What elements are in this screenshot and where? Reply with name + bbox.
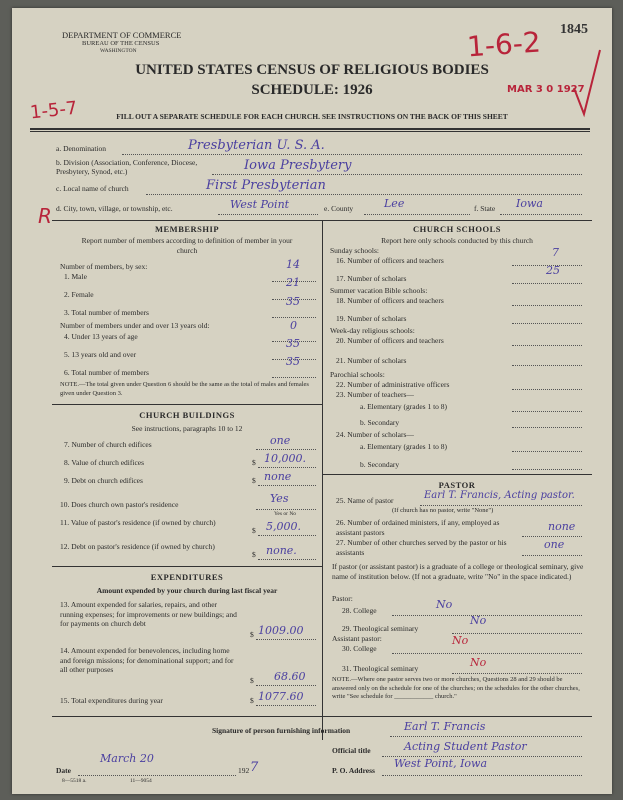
- buildings-heading: CHURCH BUILDINGS: [139, 410, 235, 420]
- city-value: West Point: [230, 198, 290, 211]
- membership-intro: Report number of members according to definition of member in your church: [81, 236, 293, 255]
- q30-label: 30. College: [342, 644, 377, 653]
- q3-label: 3. Total number of members: [64, 308, 149, 317]
- state-value: Iowa: [516, 197, 543, 210]
- q5-value: 35: [286, 337, 300, 350]
- instruction-line: FILL OUT A SEPARATE SCHEDULE FOR EACH CHURCH. SEE INSTRUCTIONS ON THE BACK OF THIS SHEET: [116, 112, 508, 121]
- local-name-label: c. Local name of church: [56, 184, 129, 193]
- form-title: UNITED STATES CENSUS OF RELIGIOUS BODIES: [135, 62, 489, 78]
- top-code-mark: 1-6-2: [465, 25, 542, 64]
- q12-value: none.: [266, 544, 297, 557]
- dept-name: DEPARTMENT OF COMMERCE: [62, 30, 182, 40]
- q11-label: 11. Value of pastor's residence (if owned by church): [60, 518, 216, 527]
- q23a-label: a. Elementary (grades 1 to 8): [360, 402, 448, 411]
- county-value: Lee: [384, 197, 405, 210]
- q17-value: 25: [546, 264, 560, 277]
- pastor-sub-label: Pastor:: [332, 594, 353, 603]
- official-title-label: Official title: [332, 746, 371, 755]
- denomination-label: a. Denomination: [56, 144, 106, 153]
- assistant-sub-label: Assistant pastor:: [332, 634, 382, 643]
- q31-label: 31. Theological seminary: [342, 664, 419, 673]
- form-number-2: 11—9054: [130, 778, 152, 784]
- state-label: f. State: [474, 204, 496, 213]
- q29-label: 29. Theological seminary: [342, 624, 419, 633]
- q26-label: 26. Number of ordained ministers, if any, employed as assistant pastors: [336, 518, 500, 537]
- q8-value: 10,000.: [264, 452, 306, 465]
- expenditures-heading: EXPENDITURES: [150, 572, 224, 582]
- q28-value: No: [436, 598, 453, 611]
- q20-label: 20. Number of officers and teachers: [336, 336, 444, 345]
- po-address-value: West Point, Iowa: [394, 757, 488, 770]
- q11-value: 5,000.: [266, 520, 301, 533]
- q9-value: none: [264, 470, 292, 483]
- date-label: Date: [56, 766, 71, 775]
- q28-label: 28. College: [342, 606, 377, 615]
- q13-value: 1009.00: [258, 624, 304, 637]
- sunday-label: Sunday schools:: [330, 246, 379, 255]
- q4-value: 0: [290, 319, 297, 332]
- under-over-label: Number of members under and over 13 years old:: [60, 321, 210, 330]
- po-address-label: P. O. Address: [332, 766, 375, 775]
- q25-label: 25. Name of pastor: [336, 496, 394, 505]
- signature-label: Signature of person furnishing information: [212, 726, 351, 735]
- q26-value: none: [548, 520, 576, 533]
- q3-value: 35: [286, 295, 300, 308]
- q6-label: 6. Total number of members: [64, 368, 149, 377]
- q1-value: 14: [286, 258, 300, 271]
- form-number: 8—5518 a.: [62, 778, 87, 784]
- membership-heading: MEMBERSHIP: [154, 224, 220, 234]
- q15-label: 15. Total expenditures during year: [60, 696, 163, 705]
- q7-label: 7. Number of church edifices: [64, 440, 152, 449]
- q7-value: one: [270, 434, 291, 447]
- q12-label: 12. Debt on pastor's residence (if owned by church): [60, 542, 215, 551]
- q16-label: 16. Number of officers and teachers: [336, 256, 444, 265]
- q4-label: 4. Under 13 years of age: [64, 332, 138, 341]
- q10-value: Yes: [270, 492, 289, 505]
- q8-label: 8. Value of church edifices: [64, 458, 145, 467]
- q18-label: 18. Number of officers and teachers: [336, 296, 444, 305]
- margin-r-mark: R: [38, 204, 52, 228]
- members-by-sex-label: Number of members, by sex:: [60, 262, 148, 271]
- q24a-label: a. Elementary (grades 1 to 8): [360, 442, 448, 451]
- parochial-label: Parochial schools:: [330, 370, 385, 379]
- pastor-heading: PASTOR: [438, 480, 476, 490]
- signature-value: Earl T. Francis: [404, 720, 486, 733]
- q23-label: 23. Number of teachers—: [336, 390, 414, 399]
- division-value: Iowa Presbytery: [244, 158, 352, 173]
- graduate-note: If pastor (or assistant pastor) is a graduate of a college or theological seminary, give name of institution below. (If not a graduate, write "No" in the space indicated.): [332, 562, 584, 581]
- q24b-label: b. Secondary: [360, 460, 400, 469]
- q30-value: No: [452, 634, 469, 647]
- weekday-label: Week-day religious schools:: [330, 326, 415, 335]
- q16-value: 7: [552, 246, 559, 259]
- membership-note: NOTE.—The total given under Question 6 should be the same as the total of males and females given under Question 3.: [60, 381, 309, 397]
- schools-intro: Report here only schools conducted by this church: [381, 236, 533, 245]
- q2-label: 2. Female: [64, 290, 94, 299]
- date-value: March 20: [100, 752, 154, 765]
- q27-value: one: [544, 538, 565, 551]
- expenditures-intro: Amount expended by your church during last fiscal year: [96, 586, 278, 595]
- q23b-label: b. Secondary: [360, 418, 400, 427]
- q14-label: 14. Amount expended for benevolences, including home and foreign missions; for denominational support; and for all other purposes: [60, 646, 234, 674]
- q6-value: 35: [286, 355, 300, 368]
- q21-label: 21. Number of scholars: [336, 356, 407, 365]
- q1-label: 1. Male: [64, 272, 87, 281]
- q17-label: 17. Number of scholars: [336, 274, 407, 283]
- official-title-value: Acting Student Pastor: [404, 740, 527, 753]
- q24-label: 24. Number of scholars—: [336, 430, 414, 439]
- q2-value: 21: [286, 276, 300, 289]
- left-code-mark: 1-5-7: [29, 97, 79, 124]
- county-label: e. County: [324, 204, 354, 213]
- yes-no-hint: Yes or No: [274, 511, 297, 517]
- q5-label: 5. 13 years old and over: [64, 350, 137, 359]
- q15-value: 1077.60: [258, 690, 304, 703]
- q25-note: (If church has no pastor, write "None"): [392, 507, 494, 514]
- pastor-note: NOTE.—Where one pastor serves two or more churches, Questions 28 and 29 should be answered only on the schedule for one of the churches; on the schedules for the other churches, write "See schedule for ____________ church.": [332, 676, 580, 700]
- buildings-intro: See instructions, paragraphs 10 to 12: [131, 424, 243, 433]
- q14-value: 68.60: [274, 670, 306, 683]
- q31-value: No: [470, 656, 487, 669]
- q10-label: 10. Does church own pastor's residence: [60, 500, 179, 509]
- bureau-name: BUREAU OF THE CENSUS: [82, 40, 160, 47]
- q22-label: 22. Number of administrative officers: [336, 380, 450, 389]
- city-name: WASHINGTON: [100, 48, 137, 54]
- q19-label: 19. Number of scholars: [336, 314, 407, 323]
- city-label: d. City, town, village, or township, etc.: [56, 204, 173, 213]
- year-prefix: 192: [238, 766, 250, 775]
- division-label: b. Division (Association, Conference, Diocese, Presbytery, Synod, etc.): [56, 158, 198, 176]
- schedule-number: 1845: [560, 22, 588, 37]
- q25-value: Earl T. Francis, Acting pastor.: [424, 490, 575, 501]
- summer-label: Summer vacation Bible schools:: [330, 286, 428, 295]
- q27-label: 27. Number of other churches served by the pastor or his assistants: [336, 538, 507, 557]
- check-mark-icon: [572, 48, 602, 118]
- schools-heading: CHURCH SCHOOLS: [413, 224, 501, 234]
- q13-label: 13. Amount expended for salaries, repairs, and other running expenses; for improvements or new buildings; and for payments on church debt: [60, 600, 237, 628]
- schedule-title: SCHEDULE: 1926: [251, 82, 373, 98]
- year-digit: 7: [250, 760, 259, 775]
- local-name-value: First Presbyterian: [206, 178, 326, 193]
- received-stamp: MAR 3 0 1927: [507, 84, 585, 95]
- q29-value: No: [470, 614, 487, 627]
- census-schedule-sheet: DEPARTMENT OF COMMERCE BUREAU OF THE CENSUS WASHINGTON UNITED STATES CENSUS OF RELIGIOUS BODIES SCHEDULE: 1926 FILL OUT A SEPARATE SCHEDULE FOR EACH CHURCH. SEE INSTRUCTIONS ON THE BACK OF THIS SHEET 1-6-2 1845 MAR 3 0 1927 1-5-7 R a. Denomination Presbyterian U. S. A. b. Division (Association, Conference, Diocese, Presbytery, Synod, etc.) Iowa Presbytery c. Local name of church First Presbyterian d. City, town, village, or township, etc. West Point e. County Lee f. State Iowa MEMBERSHIP Report number of members according to definition of member in your church Number of members, by sex: 1. Male 14 2. Female 21 3. Total number of members 35 Number of members under and over 13 years old: 4. Under 13 years of age 0 5. 13 years old and over 35 6. Total number of members 35 NOTE.—The total given under Question 6 should be the same as the total of males and females given under Question 3. CHURCH BUILDINGS See instructions, paragraphs 10 to 12 7. Number of church edifices one 8. Value of church edifices $ 10,000. 9. Debt on church edifices $ none 10. Does church own pastor's residence Yes Yes or No 11. Value of pastor's residence (if owned by church) $ 5,000. 12. Debt on pastor's residence (if owned by church) $ none. EXPENDITURES Amount expended by your church during last fiscal year 13. Amount expended for salaries, repairs, and other running expenses; for improvements or new buildings; and for payments on church debt $ 1009.00 14. Amount expended for benevolences, including home and foreign missions; for denominational support; and for all other purposes $ 68.60 15. Total expenditures during year $ 1077.60 CHURCH SCHOOLS Report here only schools conducted by this church Sunday schools: 16. Number of officers and teachers 7 17. Number of scholars 25 Summer vacation Bible schools: 18. Number of officers and teachers 19. Number of scholars Week-day religious schools: 20. Number of officers and teachers 21. Number of scholars Parochial schools: 22. Number of administrative officers 23. Number of teachers— a. Elementary (grades 1 to 8) b. Secondary 24. Number of scholars— a. Elementary (grades 1 to 8) b. Secondary PASTOR 25. Name of pastor Earl T. Francis, Acting pastor. (If church has no pastor, write "None") 26. Number of ordained ministers, if any, employed as assistant pastors none 27. Number of other churches served by the pastor or his assistants one If pastor (or assistant pastor) is a graduate of a college or theological seminary, give name of institution below. (If not a graduate, write "No" in the space indicated.) Pastor: 28. College No 29. Theological seminary No Assistant pastor: 30. College No 31. Theological seminary No NOTE.—Where one pastor serves two or more churches, Questions 28 and 29 should be answered only on the schedule for one of the churches; on the schedules for the other churches, write "See schedule for ____________ church." Signature of person furnishing information Earl T. Francis Official title Acting Student Pastor Date March 20 192 7 P. O. Address West Point, Iowa 8—5518 a. 11—9054: [12, 8, 612, 794]
- denomination-value: Presbyterian U. S. A.: [188, 138, 325, 153]
- q9-label: 9. Debt on church edifices: [64, 476, 143, 485]
